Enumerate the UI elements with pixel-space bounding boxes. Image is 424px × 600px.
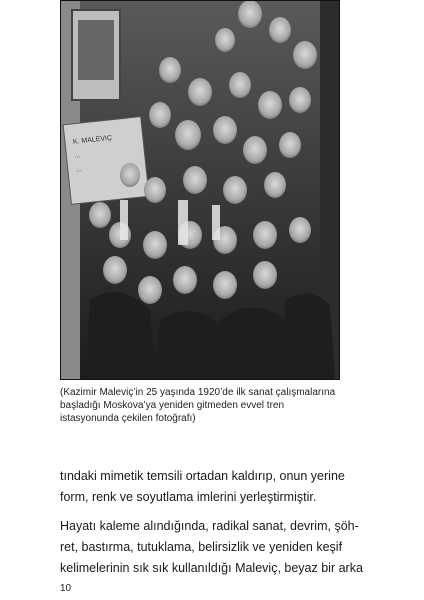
- paragraph2-line-1: Hayatı kaleme alındığında, radikal sanat, devrim, şöh-: [60, 519, 359, 533]
- caption-line-3: istasyonunda çekilen fotoğrafı): [60, 413, 196, 424]
- page-number: 10: [60, 583, 72, 594]
- banner-line-2: ...: [74, 152, 81, 160]
- paragraph1-line-1: tındaki mimetik temsili ortadan kaldırıp, onun yerine: [60, 469, 345, 483]
- banner-line-1: K. MALEVIÇ: [72, 134, 113, 146]
- paragraph1-line-2: form, renk ve soyutlama imlerini yerleştirmiştir.: [60, 490, 317, 504]
- photo-caption: [60, 386, 360, 425]
- body-paragraph-1: [60, 466, 370, 508]
- caption-line-2: başladığı Moskova’ya yeniden gitmeden evvel tren: [60, 400, 285, 411]
- caption-line-1: (Kazimir Maleviç’in 25 yaşında 1920’de ilk sanat çalışmalarına: [60, 387, 336, 398]
- banner-line-3: ...: [75, 166, 83, 174]
- paragraph2-line-3: kelimelerinin sık sık kullanıldığı Maleviç, beyaz bir arka: [60, 561, 363, 575]
- group-photo-image: [60, 0, 340, 380]
- historical-group-photo: [60, 0, 340, 380]
- body-paragraph-2: [60, 516, 370, 579]
- paragraph2-line-2: ret, bastırma, tutuklama, belirsizlik ve yeniden keşif: [60, 540, 343, 554]
